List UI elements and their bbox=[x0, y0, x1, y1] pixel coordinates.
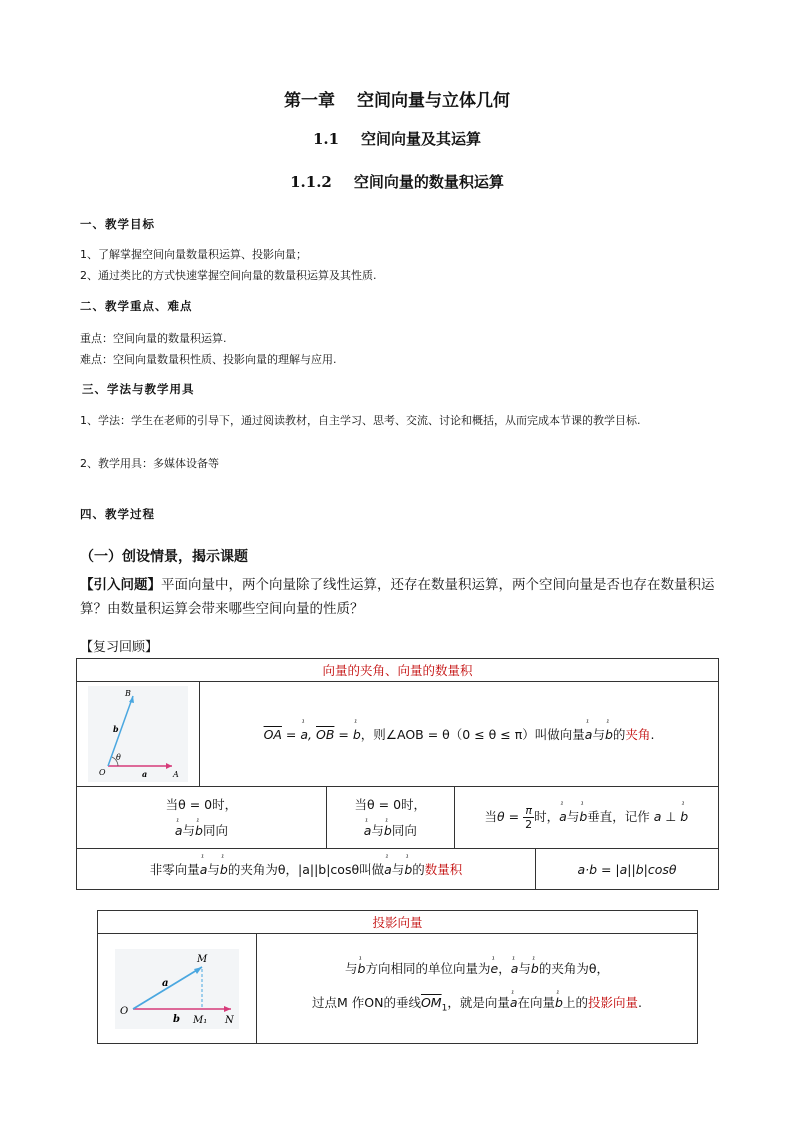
section-title bbox=[0, 128, 794, 149]
label-M1: M₁ bbox=[193, 1014, 208, 1026]
methods-item-2: 2、教学用具：多媒体设备等 bbox=[80, 457, 219, 470]
subsection-name: 空间向量的数量积运算 bbox=[353, 173, 504, 191]
angle-definition: ，则∠AOB = θ（0 ≤ θ ≤ π）叫做向量 bbox=[360, 727, 585, 742]
process-heading: 四、教学过程 bbox=[80, 507, 155, 521]
projection-definition-cell bbox=[257, 934, 698, 1044]
zero-angle-result: 同向 bbox=[202, 822, 228, 838]
label-a: a bbox=[142, 769, 148, 779]
projection-figure-cell bbox=[98, 934, 257, 1044]
angle-definition-cell: $\overline{OA} = ^1$ a, $\overline{OB} = ^1$ b，则∠AOB = θ（0 ≤ θ ≤ π）叫做向量¹ a与¹ b的夹角. bbox=[200, 682, 719, 787]
chapter-title bbox=[0, 86, 794, 111]
label-O: O bbox=[99, 768, 106, 777]
intro-tag: 【引入问题】 bbox=[80, 577, 161, 593]
methods-item-1: 1、学法：学生在老师的引导下，通过阅读教材，自主学习、思考、交流、讨论和概括，从而完成本节课的教学目标. bbox=[80, 414, 641, 427]
label-b: b bbox=[113, 724, 119, 734]
projection-figure bbox=[107, 945, 247, 1033]
zero-angle-condition: 当θ = 0时， bbox=[165, 796, 238, 812]
table2-header: 投影向量 bbox=[98, 911, 698, 934]
angle-term: 夹角 bbox=[625, 727, 651, 742]
perpendicular-cell: 当$\theta = \frac{\pi}{2}$时，¹ a与¹ b垂直，记作 a ⊥ ¹ b bbox=[454, 787, 718, 849]
projection-line-2: 过点M 作ON的垂线$\overline{OM}_1$，就是向量¹ a在向量¹ b上的投影向量. bbox=[258, 986, 696, 1026]
pi-angle-condition: 当θ = 0时， bbox=[354, 796, 427, 812]
angle-dot-table bbox=[76, 658, 719, 890]
perp-text: 垂直，记作 bbox=[587, 809, 650, 824]
perp-condition: 时， bbox=[534, 809, 560, 824]
projection-table bbox=[97, 910, 698, 1044]
review-tag: 【复习回顾】 bbox=[80, 640, 159, 655]
section-number: 1.1 bbox=[312, 130, 340, 148]
label-A: A bbox=[173, 770, 179, 779]
label-N: N bbox=[225, 1014, 234, 1026]
section-name: 空间向量及其运算 bbox=[361, 130, 482, 148]
dot-def-body: 的夹角为θ，|a||b|cosθ叫做 bbox=[227, 862, 385, 877]
same-direction-cell: 当θ = 0时， ¹ a与¹ b同向 bbox=[77, 787, 327, 849]
label-theta: θ bbox=[116, 753, 121, 762]
dot-def-prefix: 非零向量 bbox=[149, 862, 200, 877]
process-sub1: （一）创设情景，揭示课题 bbox=[80, 549, 248, 565]
focus-key: 重点：空间向量的数量积运算. bbox=[80, 332, 227, 345]
label-O2: O bbox=[120, 1005, 129, 1017]
dot-product-definition-cell: 非零向量¹ a与¹ b的夹角为θ，|a||b|cosθ叫做¹ a与¹ b的数量积 bbox=[77, 849, 536, 890]
objectives-heading: 一、教学目标 bbox=[80, 217, 155, 231]
angle-figure bbox=[88, 686, 188, 782]
label-B: B bbox=[125, 689, 131, 698]
objective-item-1: 1、了解掌握空间向量数量积运算、投影向量； bbox=[80, 248, 307, 261]
subsection-title bbox=[0, 171, 794, 192]
chapter-name: 空间向量与立体几何 bbox=[357, 91, 510, 111]
opposite-direction-cell: 当θ = 0时， ¹ a与¹ b同向 bbox=[326, 787, 454, 849]
intro-text: 平面向量中，两个向量除了线性运算，还存在数量积运算，两个空间向量是否也存在数量积运算？由数量积运算会带来哪些空间向量的性质？ bbox=[80, 577, 715, 617]
pi-angle-result: 同向 bbox=[391, 822, 417, 838]
subsection-number: 1.1.2 bbox=[290, 173, 332, 191]
table1-header: 向量的夹角、向量的数量积 bbox=[77, 659, 719, 682]
label-b2: b bbox=[173, 1013, 180, 1025]
label-a2: a bbox=[162, 977, 169, 989]
dot-formula-cell: a·b = |a||b|cosθ bbox=[536, 849, 719, 890]
methods-heading: 三、学法与教学用具 bbox=[82, 382, 195, 396]
dot-term: 数量积 bbox=[424, 862, 463, 877]
angle-figure-cell bbox=[77, 682, 200, 787]
projection-line-1: 与¹ b方向相同的单位向量为¹ e，¹ a与¹ b的夹角为θ， bbox=[258, 952, 696, 986]
label-M: M bbox=[197, 953, 208, 965]
intro-question bbox=[80, 573, 720, 621]
focus-heading: 二、教学重点、难点 bbox=[80, 299, 193, 313]
objective-item-2: 2、通过类比的方式快速掌握空间向量的数量积运算及其性质. bbox=[80, 269, 377, 282]
projection-term: 投影向量 bbox=[587, 994, 638, 1010]
focus-difficulty: 难点：空间向量数量积性质、投影向量的理解与应用. bbox=[80, 353, 337, 366]
chapter-number: 第一章 bbox=[284, 91, 335, 111]
